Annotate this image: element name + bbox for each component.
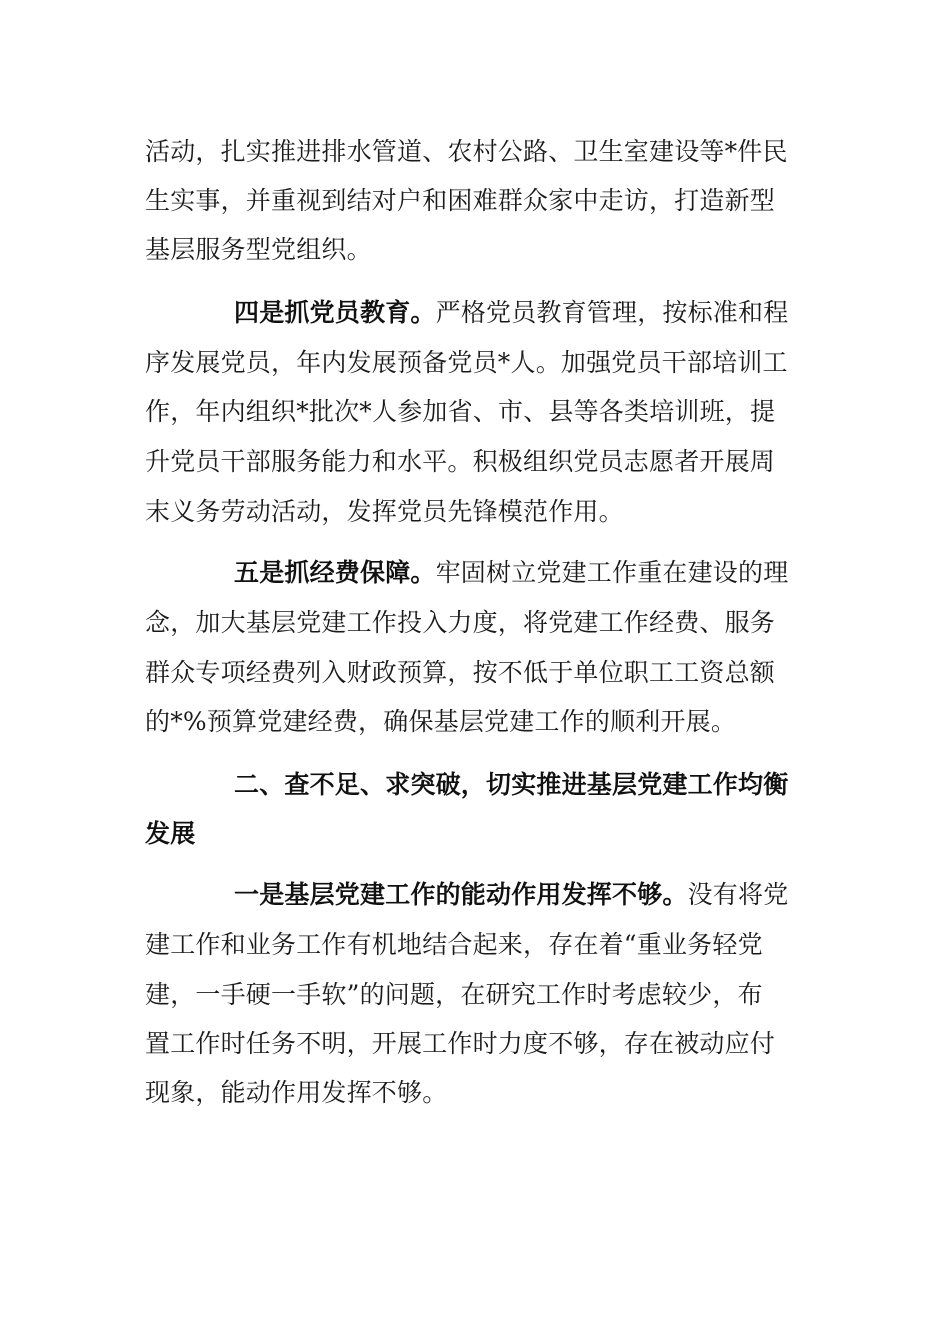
body-text-line: 生实事，并重视到结对户和困难群众家中走访，打造新型 bbox=[145, 186, 776, 215]
section-heading: 二、查不足、求突破，切实推进基层党建工作均衡 bbox=[234, 770, 789, 799]
body-text-line: 活动，扎实推进排水管道、农村公路、卫生室建设等*件民 bbox=[145, 137, 788, 166]
paragraph-5-first-line: 五是抓经费保障。牢固树立党建工作重在建设的理 bbox=[234, 558, 789, 587]
paragraph-lead-heading: 一是基层党建工作的能动作用发挥不够。 bbox=[234, 880, 688, 909]
body-text-line: 作，年内组织*批次*人参加省、市、县等各类培训班，提 bbox=[145, 397, 776, 426]
paragraph-4-first-line: 四是抓党员教育。严格党员教育管理，按标准和程 bbox=[234, 298, 789, 327]
body-text-line: 置工作时任务不明，开展工作时力度不够，存在被动应付 bbox=[145, 1029, 776, 1058]
paragraph-lead-heading: 五是抓经费保障。 bbox=[234, 558, 436, 587]
body-text-line: 念，加大基层党建工作投入力度，将党建工作经费、服务 bbox=[145, 608, 776, 637]
paragraph-1-first-line: 一是基层党建工作的能动作用发挥不够。没有将党 bbox=[234, 880, 789, 909]
body-text-line: 的*%预算党建经费，确保基层党建工作的顺利开展。 bbox=[145, 707, 737, 736]
paragraph-lead-heading: 四是抓党员教育。 bbox=[234, 298, 436, 327]
body-text-line: 升党员干部服务能力和水平。积极组织党员志愿者开展周 bbox=[145, 447, 776, 476]
body-text-line: 现象，能动作用发挥不够。 bbox=[145, 1078, 448, 1107]
body-text-line: 基层服务型党组织。 bbox=[145, 235, 372, 264]
body-text-line: 群众专项经费列入财政预算，按不低于单位职工工资总额 bbox=[145, 658, 776, 687]
section-heading-continued: 发展 bbox=[145, 819, 196, 848]
body-text-line: 建工作和业务工作有机地结合起来，存在着“重业务轻党 bbox=[145, 930, 763, 959]
body-text-line: 建，一手硬一手软”的问题，在研究工作时考虑较少，布 bbox=[145, 980, 763, 1009]
body-text-line: 序发展党员，年内发展预备党员*人。加强党员干部培训工 bbox=[145, 348, 788, 377]
body-text-line: 末义务劳动活动，发挥党员先锋模范作用。 bbox=[145, 497, 624, 526]
